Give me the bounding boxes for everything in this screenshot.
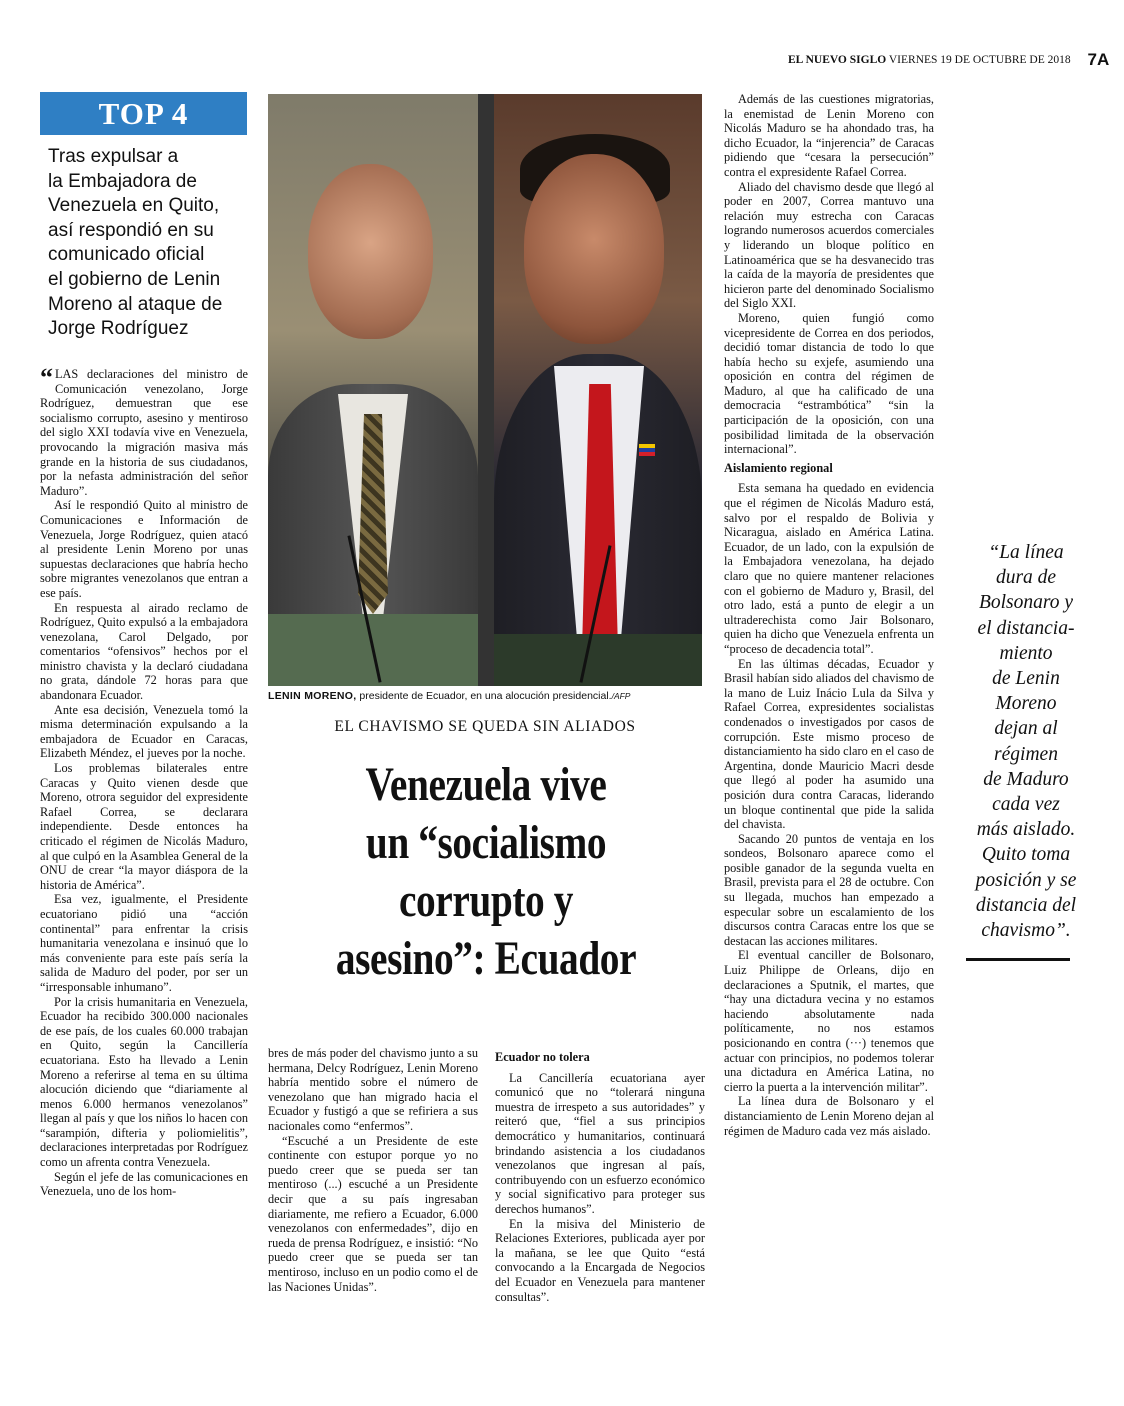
- paragraph: Los problemas bilaterales entre Caracas y Quito vienen desde que Moreno, otrora seguidor del expresidente Rafael Correa, se declarara independiente. Desde entonces ha criticado el régimen de Nicolás Maduro, al que culpó en la Asamblea General de la ONU de crear “la mayor diáspora de la historia de América”.: [40, 761, 248, 892]
- pull-quote-line: más aislado.: [976, 819, 1076, 841]
- article-column-2: [268, 1046, 478, 1294]
- photo-caption: [268, 690, 708, 702]
- pull-quote-line: Bolsonaro y: [978, 592, 1074, 614]
- flag-pin-icon: [639, 444, 655, 456]
- summary-line: el gobierno de Lenin: [48, 268, 221, 290]
- paragraph: Por la crisis humanitaria en Venezuela, Ecuador ha recibido 300.000 nacionales de ese país, de los cuales 60.000 trabajan en Quito, según la Cancillería ecuatoriana. Esto ha llevado a Lenin Moreno a referirse al tema en su última alocución diciendo que “diariamente al menos 6.000 hermanos venezolanos” llegan al país y que los niños lo hacen con “sarampión, difteria y poliomielitis”, declaraciones interpretadas por Rodríguez como un afrenta contra Venezuela.: [40, 994, 248, 1170]
- pull-quote-line: distancia del: [975, 894, 1077, 916]
- summary-line: la Embajadora de: [48, 170, 197, 192]
- kicker: EL CHAVISMO SE QUEDA SIN ALIADOS: [334, 718, 636, 735]
- paragraph: La línea dura de Bolsonaro y el distanciamiento de Lenin Moreno dejan al régimen de Maduro cada vez más aislado.: [724, 1094, 934, 1138]
- photo-lenin-moreno: [268, 94, 478, 686]
- headline-line: Venezuela vive: [365, 758, 607, 811]
- paragraph: Además de las cuestiones migratorias, la enemistad de Lenin Moreno con Nicolás Maduro se ha ahondado tras, ha dicho Ecuador, la “injerencia” de Caracas pidiendo que “cesara la persecución” contra el expresidente Rafael Correa.: [724, 92, 934, 179]
- pull-quote-line: cada vez: [992, 794, 1060, 816]
- subhead: Aislamiento regional: [724, 460, 833, 475]
- article-column-1: [40, 363, 248, 1199]
- pull-quote-line: de Maduro: [983, 768, 1069, 790]
- photo-credit: /AFP: [611, 691, 631, 701]
- summary-line: comunicado oficial: [48, 244, 205, 266]
- headline-line: un “socialismo: [365, 816, 607, 869]
- paragraph: La Cancillería ecuatoriana ayer comunicó que no “tolerará ninguna muestra de irrespeto a sus autoridades” y reiteró que, “fiel a sus principios democrático y humanitarios, continuará brindando asistencia a los ciudadanos venezolanos que ingresan al país, contribuyendo con un esfuerzo económico y social significativo para proteger sus derechos humanos”.: [495, 1070, 705, 1216]
- paragraph: En la misiva del Ministerio de Relaciones Exteriores, publicada ayer por la mañana, se lee que Quito “está convocando a la Encargada de Negocios del Ecuador en Venezuela para mantener consultas”.: [495, 1216, 705, 1304]
- paragraph: “Escuché a un Presidente de este continente con estupor porque yo no puedo creer que se pueda ser tan mentiroso (...) escuché a un Presidente decir que a su país ingresaban diariamente, me refiero a Ecuador, 6.000 venezolanos con enfermedades”, dijo en rueda de prensa Rodríguez, e insistió: “No puedo creer que se pueda ser tan mentiroso, incluso en un podio como el de las Naciones Unidas”.: [268, 1133, 478, 1294]
- pull-quote-line: dura de: [995, 567, 1057, 589]
- headline-line: asesino”: Ecuador: [335, 932, 637, 985]
- paragraph: Esta semana ha quedado en evidencia que el régimen de Nicolás Maduro está, salvo por el respaldo de Bolivia y Nicaragua, aislado en América Latina. Ecuador, de un lado, con la expulsión de la Embajadora venezolana, ha dejado claro que no quiere mantener relaciones con el gobierno de Maduro y, Brasil, del otro lado, está a punto de elegir a un ultraderechista como Jair Bolsonaro, quien ha dicho que Venezuela enfrenta un “proceso de decadencia total”.: [724, 481, 934, 656]
- page-header: [788, 50, 1110, 70]
- headline-line: corrupto y: [398, 874, 574, 927]
- pull-quote-line: Moreno: [995, 693, 1057, 715]
- pull-quote-line: miento: [999, 642, 1053, 664]
- article-column-4: [724, 92, 934, 1138]
- pull-quote-line: Quito toma: [981, 844, 1071, 866]
- paragraph: Esa vez, igualmente, el Presidente ecuatoriano pidió una “acción continental” para enfrentar la crisis humanitaria venezolana e insinuó que lo más conveniente para este país sería la salida de Maduro del poder, por ser un “irresponsable inhumano”.: [40, 892, 248, 994]
- pull-quote-line: dejan al: [994, 718, 1058, 740]
- page-number: 7A: [1087, 50, 1110, 69]
- lead-photo: [268, 94, 702, 686]
- summary-line: Venezuela en Quito,: [48, 195, 220, 217]
- paragraph: En respuesta al airado reclamo de Rodríguez, Quito expulsó a la embajadora venezolana, Carol Delgado, por comentarios “ofensivos” hechos por el ministro chavista y la declaró ciudadana no grata, dándole 72 horas para que abandonara Ecuador.: [40, 600, 248, 703]
- pull-quote: [946, 540, 1106, 943]
- pull-quote-line: “La línea: [988, 542, 1064, 563]
- photo-nicolas-maduro: [494, 94, 702, 686]
- newspaper-name: EL NUEVO SIGLO: [788, 54, 887, 66]
- article-column-3: [495, 1046, 705, 1304]
- headline: [302, 756, 669, 988]
- pull-quote-rule: [966, 958, 1070, 961]
- paragraph: Ante esa decisión, Venezuela tomó la misma determinación expulsando a la embajadora de Ecuador en Caracas, Elizabeth Méndez, el jueves por la noche.: [40, 702, 248, 761]
- caption-text: presidente de Ecuador, en una alocución presidencial.: [356, 690, 612, 702]
- summary-line: Moreno al ataque de: [48, 293, 223, 315]
- opening-quote-icon: “: [40, 363, 53, 392]
- pull-quote-line: posición y se: [975, 869, 1077, 891]
- paragraph: LAS declaraciones del ministro de Comunicación venezolano, Jorge Rodríguez, demuestran que ese socialismo corrupto, asesino y mentiroso del siglo XXI todavía vive en Venezuela, provocando la migración masiva más grande en la historia de sus ciudadanos, por la nefasta administración del señor Maduro”.: [40, 367, 248, 498]
- paragraph: Moreno, quien fungió como vicepresidente de Correa en dos periodos, decidió tomar distancia de todo lo que había hecho su exjefe, asumiendo una oposición en contra del régimen de Maduro, al que ha calificado de una democracia “estrambótica” “sin la participación de la oposición, con una posibilidad limitada de la observación internacional”.: [724, 310, 934, 457]
- paragraph: Aliado del chavismo desde que llegó al poder en 2007, Correa mantuvo una relación muy estrecha con Caracas logrando numerosos acuerdos comerciales y liderando un bloque político en Latinoamérica que se ha desvanecido tras la caída de la mayoría de presidentes que hicieron parte del denominado Socialismo del Siglo XXI.: [724, 179, 934, 311]
- summary-box: [48, 145, 248, 342]
- summary-line: Jorge Rodríguez: [48, 318, 189, 340]
- pull-quote-line: de Lenin: [992, 668, 1060, 690]
- paragraph: En las últimas décadas, Ecuador y Brasil habían sido aliados del chavismo de la mano de Luiz Inácio Lula da Silva y Rafael Correa, expresidentes socialistas condenados o investigados por casos de corrupción. Este mismo proceso de distanciamiento ha sido claro en el caso de Argentina, donde Mauricio Macri desde que llegó al poder ha asumido una posición dura contra Caracas, liderando un bloque continental que pide la salida del chavista.: [724, 656, 934, 832]
- subhead: Ecuador no tolera: [495, 1050, 590, 1064]
- paragraph: bres de más poder del chavismo junto a su hermana, Delcy Rodríguez, Lenin Moreno habría mentido sobre el número de venezolano que han migrado hacia el Ecuador y fustigó a que se refiriera a sus nacionales como “enfermos”.: [268, 1046, 478, 1133]
- issue-date: VIERNES 19 DE OCTUBRE DE 2018: [888, 54, 1071, 66]
- paragraph: Según el jefe de las comunicaciones en Venezuela, uno de los hom-: [40, 1169, 248, 1199]
- caption-name: LENIN MORENO,: [268, 690, 357, 702]
- paragraph: Así le respondió Quito al ministro de Comunicaciones e Información de Venezuela, Jorge Rodríguez, quien atacó al presidente Lenin Moreno por unas supuestas declaraciones que habría hecho sobre migrantes venezolanos que entran a ese país.: [40, 498, 248, 600]
- pull-quote-line: régimen: [994, 743, 1058, 765]
- summary-line: Tras expulsar a: [48, 146, 179, 167]
- pull-quote-line: chavismo”.: [981, 920, 1071, 942]
- summary-line: así respondió en su: [48, 219, 214, 241]
- top4-badge: TOP 4: [40, 92, 247, 135]
- pull-quote-line: el distancia-: [977, 617, 1075, 639]
- paragraph: El eventual canciller de Bolsonaro, Luiz Philippe de Orleans, dijo en declaraciones a Sputnik, el martes, que “hay una dictadura vecina y no estamos haciendo absolutamente nada políticamente, no nos estamos posicionando en contra (···) tenemos que actuar con principios, no podemos tolerar una dictadura en América Latina, no cierro la puerta a la intervención militar”.: [724, 948, 934, 1094]
- paragraph: Sacando 20 puntos de ventaja en los sondeos, Bolsonaro aparece como el posible ganador de la segunda vuelta en Brasil, prevista para el 28 de octubre. Con su llegada, muchos han empezado a especular sobre un escalamiento de los discursos contra Caracas entre los que se destacan las acciones militares.: [724, 831, 934, 948]
